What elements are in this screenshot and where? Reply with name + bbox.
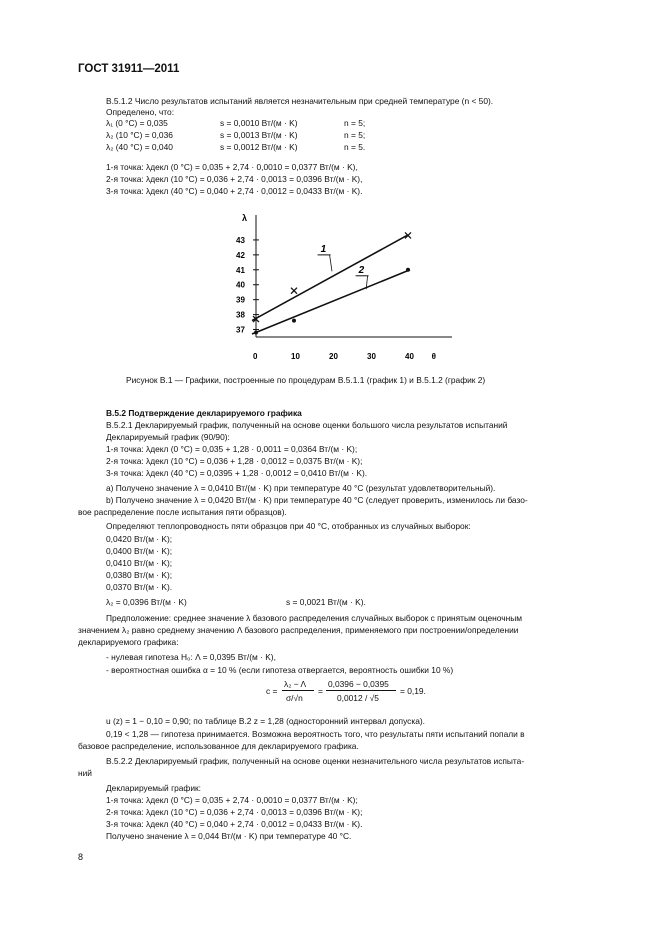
acceptance-cont: базовое распределение, использованное для декларируемого графика. — [78, 741, 359, 751]
figure-b1-chart — [220, 205, 470, 365]
page-number: 8 — [78, 852, 84, 862]
formula-lhs: c = — [266, 686, 278, 696]
declared-label: Декларируемый график: — [106, 783, 201, 793]
formula-den1: σ/√n — [286, 693, 303, 703]
sample-value: 0,0410 Вт/(м · K); — [106, 558, 173, 568]
data-point-dot — [292, 319, 296, 323]
b52-condition: Определяют теплопроводность пяти образцов при 40 °C, отобранных из случайных выборок: — [106, 521, 471, 531]
sample-value: 0,0420 Вт/(м · K); — [106, 534, 173, 544]
data-point-dot — [406, 268, 410, 272]
x-tick-label: 30 — [367, 352, 376, 361]
y-tick-label: 40 — [236, 280, 245, 290]
x-tick-label: 0 — [253, 352, 258, 361]
final-result: Получено значение λ = 0,044 Вт/(м · K) при температуре 40 °C. — [106, 831, 352, 841]
formula-bar — [282, 690, 314, 691]
y-tick-label: 39 — [236, 295, 245, 305]
data-point-dot — [254, 331, 258, 335]
b512-row-n: n = 5; — [344, 118, 366, 128]
b512-row-lam: λ₂ (10 °C) = 0,036 — [106, 130, 173, 140]
formula-eq: = — [318, 686, 323, 696]
b512-intro: В.5.1.2 Число результатов испытаний является незначительным при средней температуре (n < 50). — [106, 96, 494, 106]
b522-intro-cont: ний — [78, 768, 92, 778]
sample-value: 0,0400 Вт/(м · K); — [106, 546, 173, 556]
series-label: 2 — [358, 264, 365, 276]
b512-row-lam: λ₁ (0 °C) = 0,035 — [106, 118, 168, 128]
figure-caption: Рисунок В.1 — Графики, построенные по процедурам В.5.1.1 (график 1) и В.5.1.2 (график 2) — [126, 375, 486, 385]
b512-point: 3-я точка: λдекл (40 °C) = 0,040 + 2,74 · 0,0012 = 0,0433 Вт/(м · K). — [106, 186, 363, 196]
alpha-error: - вероятностная ошибка α = 10 % (если гипотеза отвергается, вероятность ошибки 10 %) — [106, 665, 454, 675]
sample-value: 0,0380 Вт/(м · K); — [106, 570, 173, 580]
determined-label: Определено, что: — [106, 107, 175, 117]
b522-intro: В.5.2.2 Декларируемый график, полученный на основе оценки незначительного числа результатов испыта- — [106, 756, 525, 766]
series-line — [252, 270, 410, 334]
y-tick-label: 41 — [236, 265, 245, 275]
b52-item-a: a) Получено значение λ = 0,0410 Вт/(м · K) при температуре 40 °C (результат удовлетворительный). — [106, 483, 496, 493]
b52-p2: Декларируемый график (90/90): — [106, 432, 230, 442]
b522-point: 2-я точка: λдекл (10 °C) = 0,036 + 2,74 · 0,0013 = 0,0396 Вт/(м · K); — [106, 807, 363, 817]
b52-title: В.5.2 Подтверждение декларируемого графика — [106, 408, 302, 418]
b512-row-lam: λ₂ (40 °C) = 0,040 — [106, 142, 173, 152]
uz-line: u (z) = 1 − 0,10 = 0,90; по таблице В.2 z = 1,28 (односторонний интервал допуска). — [106, 716, 425, 726]
b512-row-n: n = 5. — [344, 142, 366, 152]
assumption-cont: значением λ₂ равно среднему значению Λ базового распределения, применяемого при построении/определении — [78, 625, 519, 635]
y-tick-label: 42 — [236, 250, 245, 260]
data-point-cross — [291, 288, 297, 294]
x-tick-label: 20 — [329, 352, 338, 361]
formula-num1: λ₂ − Λ — [284, 679, 307, 689]
b522-point: 1-я точка: λдекл (0 °C) = 0,035 + 2,74 · 0,0010 = 0,0377 Вт/(м · K); — [106, 795, 358, 805]
mean-s-value: s = 0,0021 Вт/(м · K). — [286, 597, 366, 607]
b52-point: 1-я точка: λдекл (0 °C) = 0,035 + 1,28 · 0,0011 = 0,0364 Вт/(м · K); — [106, 444, 358, 454]
formula-den2: 0,0012 / √5 — [337, 693, 379, 703]
formula-result: = 0,19. — [400, 686, 426, 696]
y-axis-label: λ — [242, 213, 248, 223]
x-tick-label: 40 — [405, 352, 414, 361]
b52-point: 3-я точка: λдекл (40 °C) = 0,0395 + 1,28 · 0,0012 = 0,0410 Вт/(м · K). — [106, 468, 368, 478]
series-label: 1 — [320, 243, 327, 255]
b512-point: 1-я точка: λдекл (0 °C) = 0,035 + 2,74 · 0,0010 = 0,0377 Вт/(м · K), — [106, 162, 358, 172]
b512-point: 2-я точка: λдекл (10 °C) = 0,036 + 2,74 · 0,0013 = 0,0396 Вт/(м · K), — [106, 174, 363, 184]
null-hypothesis: - нулевая гипотеза H₀: Λ = 0,0395 Вт/(м · K), — [106, 652, 276, 662]
b512-row-s: s = 0,0012 Вт/(м · K) — [220, 142, 298, 152]
sample-value: 0,0370 Вт/(м · K). — [106, 582, 173, 592]
series-label-leader — [330, 255, 332, 271]
b52-item-b-cont: вое распределение после испытания пяти образцов). — [78, 507, 287, 517]
x-tick-label: 10 — [291, 352, 300, 361]
document-header: ГОСТ 31911—2011 — [78, 63, 180, 75]
assumption-cont: декларируемого графика: — [78, 637, 179, 647]
b52-item-b: b) Получено значение λ = 0,0420 Вт/(м · K) при температуре 40 °C (следует проверить, изменилось ли базо- — [106, 495, 528, 505]
formula-bar — [326, 690, 396, 691]
y-tick-label: 43 — [236, 235, 245, 245]
formula-num2: 0,0396 − 0,0395 — [328, 679, 389, 689]
y-tick-label: 37 — [236, 325, 245, 335]
y-tick-label: 38 — [236, 310, 245, 320]
b52-point: 2-я точка: λдекл (10 °C) = 0,036 + 1,28 · 0,0012 = 0,0375 Вт/(м · K); — [106, 456, 363, 466]
b512-row-s: s = 0,0010 Вт/(м · K) — [220, 118, 298, 128]
series-line — [252, 235, 407, 320]
acceptance: 0,19 < 1,28 — гипотеза принимается. Возможна вероятность того, что результаты пяти испытаний попали в — [106, 729, 525, 739]
mean-value: λ₂ = 0,0396 Вт/(м · K) — [106, 597, 187, 607]
b522-point: 3-я точка: λдекл (40 °C) = 0,040 + 2,74 · 0,0012 = 0,0433 Вт/(м · K). — [106, 819, 363, 829]
assumption: Предположение: среднее значение λ базового распределения случайных выборок с принятым оценочным — [106, 613, 523, 623]
b512-row-s: s = 0,0013 Вт/(м · K) — [220, 130, 298, 140]
x-tick-label: θ — [431, 352, 436, 361]
b52-p1: В.5.2.1 Декларируемый график, полученный на основе оценки большого числа результатов испытаний — [106, 420, 508, 430]
b512-row-n: n = 5; — [344, 130, 366, 140]
